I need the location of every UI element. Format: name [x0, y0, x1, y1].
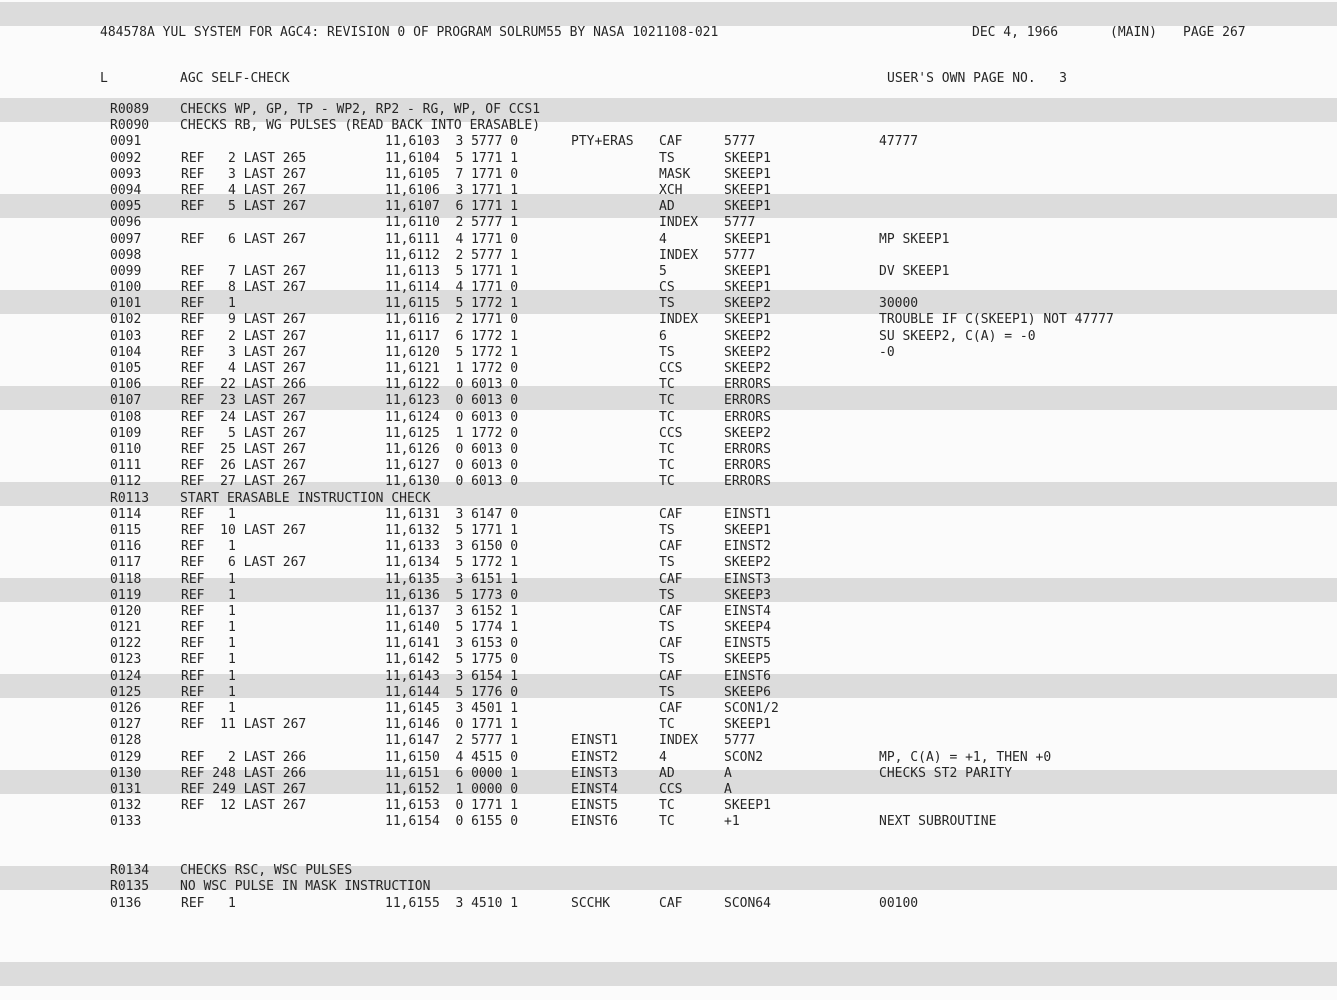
listing-num: 0092: [110, 150, 142, 166]
listing-adr: SKEEP4: [724, 620, 771, 636]
listing-loc: 11,6153 0 1771 1: [385, 798, 519, 814]
listing-op: TS: [659, 555, 675, 571]
listing-row: [0, 167, 1337, 183]
listing-loc: 11,6126 0 6013 0: [385, 441, 519, 457]
listing-cmt: DV SKEEP1: [879, 263, 950, 279]
listing-row: [0, 879, 1337, 895]
listing-row: [0, 863, 1337, 879]
listing-adr: EINST6: [724, 668, 771, 684]
listing-num: R0135: [110, 879, 150, 895]
listing-loc: 11,6111 4 1771 0: [385, 231, 519, 247]
listing-cmt: 00100: [879, 895, 919, 911]
listing-ref: REF 2 LAST 266: [181, 749, 307, 765]
listing-row: [0, 296, 1337, 312]
listing-op: XCH: [659, 182, 683, 198]
listing-row: [0, 685, 1337, 701]
listing-op: CCS: [659, 781, 683, 797]
listing-loc: 11,6152 1 0000 0: [385, 781, 519, 797]
listing-ref: REF 2 LAST 267: [181, 328, 307, 344]
listing-row: [0, 701, 1337, 717]
listing-cmt: TROUBLE IF C(SKEEP1) NOT 47777: [879, 312, 1114, 328]
listing-adr: SKEEP1: [724, 798, 771, 814]
subheader-title: AGC SELF-CHECK: [180, 71, 290, 86]
listing-op: INDEX: [659, 312, 699, 328]
header-page: PAGE 267: [1183, 25, 1246, 40]
listing-adr: SKEEP5: [724, 652, 771, 668]
subheader-marker: L: [100, 71, 108, 86]
listing-loc: 11,6107 6 1771 1: [385, 199, 519, 215]
listing-loc: 11,6147 2 5777 1: [385, 733, 519, 749]
listing-ref: REF 249 LAST 267: [181, 781, 307, 797]
listing-num: 0107: [110, 393, 142, 409]
listing-ref: REF 3 LAST 267: [181, 166, 307, 182]
listing-adr: SKEEP2: [724, 296, 771, 312]
listing-op: CAF: [659, 895, 683, 911]
listing-adr: SKEEP3: [724, 587, 771, 603]
listing-ref: REF 24 LAST 267: [181, 409, 307, 425]
listing-loc: 11,6145 3 4501 1: [385, 701, 519, 717]
listing-ref: REF 1: [181, 652, 236, 668]
listing-num: 0095: [110, 199, 142, 215]
listing-row: [0, 377, 1337, 393]
listing-loc: 11,6106 3 1771 1: [385, 182, 519, 198]
listing-num: R0089: [110, 102, 150, 117]
listing-adr: SKEEP1: [724, 166, 771, 182]
listing-adr: SKEEP1: [724, 263, 771, 279]
listing-adr: ERRORS: [724, 458, 771, 474]
listing-op: 4: [659, 231, 667, 247]
listing-row: [0, 620, 1337, 636]
listing-loc: 11,6127 0 6013 0: [385, 458, 519, 474]
listing-num: 0093: [110, 166, 142, 182]
listing-row: [0, 442, 1337, 458]
listing-op: TC: [659, 393, 675, 409]
listing-row: [0, 555, 1337, 571]
listing-ref: REF 7 LAST 267: [181, 263, 307, 279]
listing-loc: 11,6155 3 4510 1: [385, 895, 519, 911]
listing-row: [0, 183, 1337, 199]
listing-num: 0119: [110, 587, 142, 603]
listing-num: 0125: [110, 684, 142, 700]
listing-cmt: CHECKS ST2 PARITY: [879, 765, 1013, 781]
listing-num: R0134: [110, 863, 150, 878]
listing-adr: SKEEP6: [724, 684, 771, 700]
listing-ref: REF 10 LAST 267: [181, 522, 307, 538]
listing-loc: 11,6142 5 1775 0: [385, 652, 519, 668]
listing-op: CS: [659, 280, 675, 296]
listing-tag: PTY+ERAS: [571, 134, 634, 150]
listing-num: 0109: [110, 425, 142, 441]
listing-adr: SKEEP2: [724, 344, 771, 360]
listing-ref: REF 1: [181, 668, 236, 684]
listing-op: CAF: [659, 701, 683, 717]
listing-loc: 11,6141 3 6153 0: [385, 636, 519, 652]
listing-num: 0096: [110, 215, 142, 231]
listing-adr: SKEEP1: [724, 150, 771, 166]
listing-num: 0116: [110, 539, 142, 555]
listing-num: 0108: [110, 409, 142, 425]
listing-op: CAF: [659, 506, 683, 522]
listing-row: [0, 312, 1337, 328]
listing-num: 0091: [110, 134, 142, 150]
listing-ref: REF 5 LAST 267: [181, 425, 307, 441]
listing-adr: +1: [724, 814, 740, 830]
listing-loc: 11,6104 5 1771 1: [385, 150, 519, 166]
listing-num: 0102: [110, 312, 142, 328]
listing-row: [0, 636, 1337, 652]
listing-adr: SCON1/2: [724, 701, 779, 717]
listing-loc: 11,6103 3 5777 0: [385, 134, 519, 150]
listing-row: [0, 717, 1337, 733]
listing-loc: 11,6121 1 1772 0: [385, 361, 519, 377]
listing-num: 0124: [110, 668, 142, 684]
header-date: DEC 4, 1966: [972, 25, 1059, 40]
listing-cmt: NEXT SUBROUTINE: [879, 814, 997, 830]
listing-row: [0, 264, 1337, 280]
listing-op: 5: [659, 263, 667, 279]
listing-adr: SKEEP1: [724, 312, 771, 328]
listing-ref: REF 12 LAST 267: [181, 798, 307, 814]
listing-ref: REF 248 LAST 266: [181, 765, 307, 781]
listing-ref: REF 4 LAST 267: [181, 361, 307, 377]
listing-adr: 5777: [724, 247, 756, 263]
listing-op: INDEX: [659, 215, 699, 231]
listing-adr: 5777: [724, 733, 756, 749]
listing-row: [0, 410, 1337, 426]
listing-num: 0121: [110, 620, 142, 636]
listing-loc: 11,6132 5 1771 1: [385, 522, 519, 538]
listing-adr: SKEEP1: [724, 231, 771, 247]
listing-ref: REF 1: [181, 539, 236, 555]
listing-cmt: MP SKEEP1: [879, 231, 950, 247]
listing-num: 0120: [110, 603, 142, 619]
listing-op: TC: [659, 458, 675, 474]
listing-tag: EINST3: [571, 765, 618, 781]
listing-adr: SCON2: [724, 749, 764, 765]
greenbar-band: [0, 2, 1337, 26]
listing-loc: 11,6135 3 6151 1: [385, 571, 519, 587]
listing-row: [0, 458, 1337, 474]
listing-header: [0, 25, 1337, 41]
listing-op: AD: [659, 765, 675, 781]
listing-loc: 11,6115 5 1772 1: [385, 296, 519, 312]
listing-num: 0118: [110, 571, 142, 587]
listing-ref: CHECKS WP, GP, TP - WP2, RP2 - RG, WP, OF CCS1: [180, 102, 541, 117]
listing-ref: CHECKS RSC, WSC PULSES: [180, 863, 353, 878]
listing-num: 0110: [110, 441, 142, 457]
listing-ref: REF 3 LAST 267: [181, 344, 307, 360]
listing-num: 0136: [110, 895, 142, 911]
listing-ref: REF 11 LAST 267: [181, 717, 307, 733]
header-title: 484578A YUL SYSTEM FOR AGC4: REVISION 0 OF PROGRAM SOLRUM55 BY NASA 1021108-021: [100, 25, 719, 40]
listing-num: R0090: [110, 118, 150, 134]
listing-cmt: SU SKEEP2, C(A) = -0: [879, 328, 1036, 344]
listing-row: [0, 572, 1337, 588]
listing-adr: SCON64: [724, 895, 771, 911]
listing-op: TS: [659, 522, 675, 538]
listing-ref: REF 8 LAST 267: [181, 280, 307, 296]
listing-tag: EINST4: [571, 781, 618, 797]
listing-num: 0104: [110, 344, 142, 360]
listing-ref: REF 1: [181, 506, 236, 522]
listing-op: TC: [659, 409, 675, 425]
listing-loc: 11,6123 0 6013 0: [385, 393, 519, 409]
listing-ref: REF 27 LAST 267: [181, 474, 307, 490]
listing-op: 6: [659, 328, 667, 344]
listing-num: 0126: [110, 701, 142, 717]
listing-num: 0094: [110, 182, 142, 198]
listing-loc: 11,6133 3 6150 0: [385, 539, 519, 555]
greenbar-band: [0, 962, 1337, 986]
listing-row: [0, 361, 1337, 377]
listing-loc: 11,6137 3 6152 1: [385, 603, 519, 619]
listing-loc: 11,6131 3 6147 0: [385, 506, 519, 522]
listing-loc: 11,6154 0 6155 0: [385, 814, 519, 830]
listing-row: [0, 896, 1337, 912]
listing-adr: SKEEP2: [724, 425, 771, 441]
listing-loc: 11,6125 1 1772 0: [385, 425, 519, 441]
listing-row: [0, 426, 1337, 442]
listing-row: [0, 523, 1337, 539]
listing-row: [0, 507, 1337, 523]
listing-op: 4: [659, 749, 667, 765]
listing-ref: REF 1: [181, 603, 236, 619]
listing-loc: 11,6143 3 6154 1: [385, 668, 519, 684]
listing-ref: CHECKS RB, WG PULSES (READ BACK INTO ERASABLE): [180, 118, 541, 134]
listing-row: [0, 280, 1337, 296]
listing-num: 0128: [110, 733, 142, 749]
listing-op: TS: [659, 344, 675, 360]
listing-adr: SKEEP2: [724, 555, 771, 571]
listing-cmt: 30000: [879, 296, 919, 312]
listing-row: [0, 588, 1337, 604]
listing-tag: EINST1: [571, 733, 618, 749]
listing-adr: ERRORS: [724, 377, 771, 393]
listing-num: 0130: [110, 765, 142, 781]
listing-adr: 5777: [724, 215, 756, 231]
listing-row: [0, 604, 1337, 620]
listing-ref: REF 1: [181, 296, 236, 312]
listing-adr: ERRORS: [724, 409, 771, 425]
listing-tag: EINST2: [571, 749, 618, 765]
listing-row: [0, 474, 1337, 490]
listing-num: 0129: [110, 749, 142, 765]
listing-num: 0097: [110, 231, 142, 247]
listing-adr: A: [724, 781, 732, 797]
listing-loc: 11,6150 4 4515 0: [385, 749, 519, 765]
listing-row: [0, 232, 1337, 248]
listing-op: TC: [659, 441, 675, 457]
listing-num: 0127: [110, 717, 142, 733]
listing-adr: EINST1: [724, 506, 771, 522]
listing-row: [0, 782, 1337, 798]
listing-op: TS: [659, 296, 675, 312]
listing-loc: 11,6144 5 1776 0: [385, 684, 519, 700]
listing-tag: SCCHK: [571, 895, 611, 911]
listing-adr: SKEEP1: [724, 280, 771, 296]
listing-adr: EINST4: [724, 603, 771, 619]
listing-row: [0, 750, 1337, 766]
listing-cmt: MP, C(A) = +1, THEN +0: [879, 749, 1052, 765]
listing-row: [0, 215, 1337, 231]
listing-adr: 5777: [724, 134, 756, 150]
listing-op: TS: [659, 684, 675, 700]
listing-loc: 11,6140 5 1774 1: [385, 620, 519, 636]
listing-op: CAF: [659, 571, 683, 587]
listing-op: TS: [659, 150, 675, 166]
listing-row: [0, 669, 1337, 685]
listing-loc: 11,6151 6 0000 1: [385, 765, 519, 781]
listing-ref: REF 1: [181, 701, 236, 717]
listing-op: CAF: [659, 636, 683, 652]
listing-loc: 11,6130 0 6013 0: [385, 474, 519, 490]
listing-row: [0, 733, 1337, 749]
listing-adr: EINST2: [724, 539, 771, 555]
listing-loc: 11,6136 5 1773 0: [385, 587, 519, 603]
listing-op: TC: [659, 474, 675, 490]
listing-ref: REF 1: [181, 620, 236, 636]
listing-op: TC: [659, 814, 675, 830]
listing-ref: REF 1: [181, 636, 236, 652]
listing-ref: REF 5 LAST 267: [181, 199, 307, 215]
header-section: (MAIN): [1110, 25, 1157, 40]
listing-loc: 11,6114 4 1771 0: [385, 280, 519, 296]
listing-ref: REF 1: [181, 587, 236, 603]
listing-ref: REF 26 LAST 267: [181, 458, 307, 474]
listing-num: 0106: [110, 377, 142, 393]
listing-loc: 11,6110 2 5777 1: [385, 215, 519, 231]
listing-op: CAF: [659, 668, 683, 684]
listing-num: 0114: [110, 506, 142, 522]
listing-ref: REF 6 LAST 267: [181, 231, 307, 247]
listing-row: [0, 393, 1337, 409]
listing-ref: START ERASABLE INSTRUCTION CHECK: [180, 490, 431, 506]
listing-row: [0, 345, 1337, 361]
listing-subheader: [0, 71, 1337, 87]
listing-op: INDEX: [659, 733, 699, 749]
listing-ref: REF 1: [181, 684, 236, 700]
listing-num: 0105: [110, 361, 142, 377]
listing-adr: SKEEP1: [724, 199, 771, 215]
listing-row: [0, 766, 1337, 782]
listing-num: 0133: [110, 814, 142, 830]
listing-adr: ERRORS: [724, 441, 771, 457]
listing-loc: 11,6122 0 6013 0: [385, 377, 519, 393]
listing-adr: SKEEP1: [724, 717, 771, 733]
listing-adr: ERRORS: [724, 393, 771, 409]
listing-num: 0100: [110, 280, 142, 296]
listing-ref: REF 25 LAST 267: [181, 441, 307, 457]
listing-op: CCS: [659, 425, 683, 441]
listing-row: [0, 539, 1337, 555]
listing-ref: REF 4 LAST 267: [181, 182, 307, 198]
listing-num: R0113: [110, 490, 150, 506]
listing-num: 0112: [110, 474, 142, 490]
listing-loc: 11,6146 0 1771 1: [385, 717, 519, 733]
listing-row: [0, 134, 1337, 150]
listing-ref: REF 9 LAST 267: [181, 312, 307, 328]
listing-row: [0, 491, 1337, 507]
listing-op: CCS: [659, 361, 683, 377]
listing-num: 0132: [110, 798, 142, 814]
listing-loc: 11,6113 5 1771 1: [385, 263, 519, 279]
listing-row: [0, 151, 1337, 167]
listing-adr: EINST3: [724, 571, 771, 587]
listing-num: 0122: [110, 636, 142, 652]
listing-ref: REF 22 LAST 266: [181, 377, 307, 393]
listing-ref: REF 6 LAST 267: [181, 555, 307, 571]
listing-op: TS: [659, 652, 675, 668]
listing-num: 0131: [110, 781, 142, 797]
listing-row: [0, 814, 1337, 830]
listing-tag: EINST6: [571, 814, 618, 830]
users-page-number: USER'S OWN PAGE NO. 3: [887, 71, 1068, 86]
listing-op: AD: [659, 199, 675, 215]
listing-loc: 11,6134 5 1772 1: [385, 555, 519, 571]
listing-row: [0, 118, 1337, 134]
listing-op: CAF: [659, 134, 683, 150]
listing-adr: SKEEP2: [724, 328, 771, 344]
listing-row: [0, 248, 1337, 264]
listing-row: [0, 199, 1337, 215]
listing-adr: EINST5: [724, 636, 771, 652]
listing-num: 0099: [110, 263, 142, 279]
listing-op: TC: [659, 798, 675, 814]
listing-ref: REF 1: [181, 895, 236, 911]
listing-num: 0111: [110, 458, 142, 474]
listing-row: [0, 102, 1337, 118]
listing-op: TS: [659, 620, 675, 636]
listing-loc: 11,6116 2 1771 0: [385, 312, 519, 328]
listing-row: [0, 329, 1337, 345]
listing-op: MASK: [659, 166, 691, 182]
listing-op: TC: [659, 377, 675, 393]
listing-tag: EINST5: [571, 798, 618, 814]
listing-op: TC: [659, 717, 675, 733]
listing-op: TS: [659, 587, 675, 603]
listing-ref: REF 2 LAST 265: [181, 150, 307, 166]
listing-adr: ERRORS: [724, 474, 771, 490]
listing-ref: REF 1: [181, 571, 236, 587]
listing-cmt: 47777: [879, 134, 919, 150]
listing-row: [0, 652, 1337, 668]
listing-loc: 11,6112 2 5777 1: [385, 247, 519, 263]
listing-num: 0123: [110, 652, 142, 668]
listing-op: INDEX: [659, 247, 699, 263]
listing-cmt: -0: [879, 344, 895, 360]
listing-loc: 11,6117 6 1772 1: [385, 328, 519, 344]
listing-adr: SKEEP1: [724, 522, 771, 538]
listing-loc: 11,6105 7 1771 0: [385, 166, 519, 182]
listing-row: [0, 798, 1337, 814]
listing-num: 0098: [110, 247, 142, 263]
listing-op: CAF: [659, 539, 683, 555]
listing-adr: SKEEP2: [724, 361, 771, 377]
listing-ref: REF 23 LAST 267: [181, 393, 307, 409]
listing-op: CAF: [659, 603, 683, 619]
listing-adr: SKEEP1: [724, 182, 771, 198]
listing-num: 0117: [110, 555, 142, 571]
listing-num: 0115: [110, 522, 142, 538]
listing-loc: 11,6120 5 1772 1: [385, 344, 519, 360]
listing-ref: NO WSC PULSE IN MASK INSTRUCTION: [180, 879, 431, 895]
listing-num: 0101: [110, 296, 142, 312]
listing-adr: A: [724, 765, 732, 781]
listing-num: 0103: [110, 328, 142, 344]
listing-loc: 11,6124 0 6013 0: [385, 409, 519, 425]
